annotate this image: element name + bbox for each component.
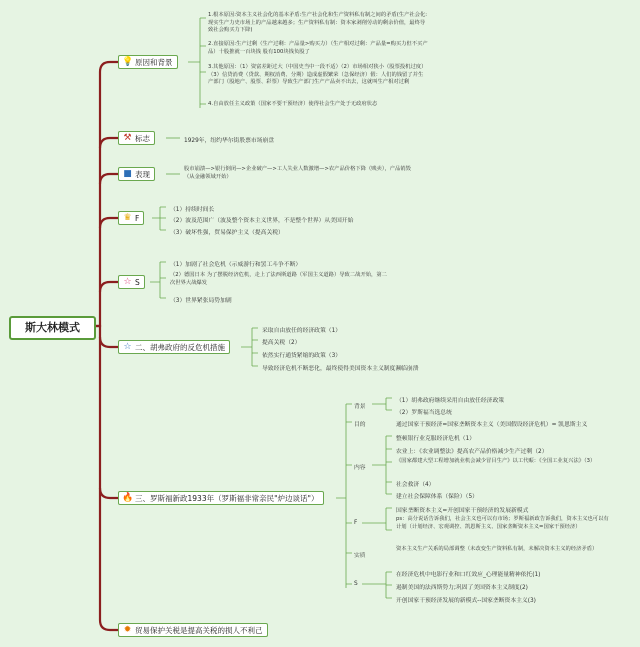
topic-features[interactable]: [118, 211, 144, 225]
manifest-text: 股市崩溃—>银行倒闭—>企业破产—>工人失业人数激增—>农产品价格下降（贱卖），产品销毁（从金融领域开始）: [184, 166, 411, 180]
s-item-2: 遏制美国的法西斯势力;巩固了美国资本主义制度(2): [396, 585, 528, 591]
causes-text-3: 3.其他原因：（1）资富差距过大（中国史当中一段不适）（2）市场相对狭小（股票投机过度）（3）信贷消费（贷款、期权消费、分期）造成虚假繁荣（急保经济）假：人们的钱留了并生产部门（股地产、股票、彩票）导致生产部门生产产品卖不出去，这就叫生产相对过剩: [208, 64, 427, 86]
features-item-2: （2）波及范围广（波及整个资本主义世界，不是整个世界）从美国开始: [170, 218, 354, 224]
content-item-4: 社会救济（4）: [396, 482, 435, 488]
f-item-1: 国家垄断资本主义=开创国家干预经济的发展新模式: [396, 508, 529, 514]
flag-icon: ■: [123, 169, 132, 179]
root-node[interactable]: 斯大林模式: [9, 316, 96, 340]
roosevelt-purpose-label: 目的: [354, 422, 366, 428]
causes-text-2: 2.直接原因:生产过剩（生产过剩：产品量>购买力）（生产相对过剩：产品量=购买力但不买产品）十股推就一百块钱 股有100块钱负股了: [208, 41, 428, 55]
content-item-5: 建立社会保障体系（保险）（5）: [396, 494, 478, 500]
sun-icon: ✹: [123, 625, 132, 635]
hoover-item-4: 导致经济危机不断恶化，最终使得美国资本主义制度濒临崩溃: [262, 366, 419, 372]
topic-manifest[interactable]: [118, 167, 155, 181]
causes-text-1: 1.根本原因:资本主义社会化的基本矛盾:生产社会化和生产资料私有制之间的矛盾(生产社会化:现实生产力史市场上的产品越来越多；生产资料私有制：资本家剥削劳动的剩余价值，最终导致社会购买力下降): [208, 12, 428, 34]
roosevelt-background-label: 背景: [354, 404, 366, 410]
topic-effects[interactable]: [118, 275, 145, 289]
lightbulb-icon: 💡: [122, 57, 134, 67]
effects-item-1: （1）加剧了社会危机（示威游行和罢工斗争不断）: [170, 262, 302, 268]
roosevelt-essence-label: 实质: [354, 553, 366, 559]
hoover-item-2: 提高关税（2）: [262, 340, 301, 346]
hoover-item-3: 依然实行通货紧缩的政策（3）: [262, 353, 342, 359]
causes-text-4: 4.自由放任主义政策（国家不要干预经济）使得社会生产处于无政府状态: [208, 101, 378, 107]
tools-icon: ⚒: [123, 133, 132, 143]
topic-features-label: F: [135, 214, 140, 223]
topic-causes-label: 原因和背景: [135, 58, 173, 67]
hoover-item-1: 采取自由放任的经济政策（1）: [262, 328, 342, 334]
roosevelt-f-label: F: [354, 520, 358, 526]
background-item-2: （2）罗斯福当选总统: [396, 410, 452, 416]
crown-icon: ♛: [123, 213, 132, 223]
content-item-3: 《国家都建大型工程增加就业机会减少冒目生产》以工代赈：《全国工业复兴法》（3）: [396, 458, 596, 464]
essence-text: 资本主义生产关系的局部调整（未改变生产资料私有制，未解决资本主义的经济矛盾）: [396, 546, 598, 552]
features-item-1: （1）持续时间长: [170, 207, 215, 213]
features-item-3: （3）破坏性强，贸易保护主义（提高关税）: [170, 230, 284, 236]
roosevelt-content-label: 内容: [354, 465, 366, 471]
s-item-3: 开创国家干预经济发展的新模式--国家垄断资本主义(3): [396, 598, 536, 604]
content-item-2: 农业上：《农业调整法》提高农产品价格减少生产过剩（2）: [396, 449, 548, 455]
topic-trade[interactable]: [118, 623, 268, 637]
topic-trade-label: 贸易保护关税是提高关税的损人不利己: [135, 626, 263, 635]
effects-item-2: （2）德国日本 为了摆脱经济危机，走上了法西斯道路（军国主义道路）导致二战开始，第二次世界大战爆发: [170, 272, 387, 286]
topic-hoover[interactable]: [118, 340, 230, 354]
s-item-1: 在经济危机中电影行业和口红效应_心理能量精神依托(1): [396, 572, 541, 578]
topic-sign[interactable]: [118, 131, 155, 145]
purpose-text: 通过国家干预经济=国家垄断资本主义（美国假设经济危机）= 凯恩斯主义: [396, 422, 588, 428]
background-item-1: （1）胡弗政府继续采用自由放任经济政策: [396, 398, 505, 404]
topic-hoover-label: 二、胡弗政府的反危机措施: [135, 343, 225, 352]
topic-effects-label: S: [135, 278, 140, 287]
topic-causes[interactable]: [118, 55, 178, 69]
f-item-2: ps：高分说话告诉我们，社会主义也可以有市场；罗斯福新政告诉我们，资本主义也可以有计划（计划经济、宏观调控、凯恩斯主义、国家垄断资本主义=国家干预经济）: [396, 516, 609, 530]
topic-manifest-label: 表现: [135, 170, 150, 179]
star-icon: ☆: [123, 277, 132, 287]
content-item-1: 整顿银行业克服经济危机（1）: [396, 436, 476, 442]
effects-item-3: （3）世界紧张局势加剧: [170, 298, 232, 304]
topic-roosevelt-label: 三、罗斯福新政1933年（罗斯福非常亲民"炉边谈话"）: [135, 494, 319, 503]
fire-icon: 🔥: [122, 493, 134, 503]
topic-sign-label: 标志: [135, 134, 150, 143]
roosevelt-s-label: S: [354, 581, 358, 587]
topic-roosevelt[interactable]: [118, 491, 324, 505]
star-icon: ☆: [123, 342, 132, 352]
sign-text: 1929年，纽约华尔街股票市场崩盘: [184, 138, 275, 144]
